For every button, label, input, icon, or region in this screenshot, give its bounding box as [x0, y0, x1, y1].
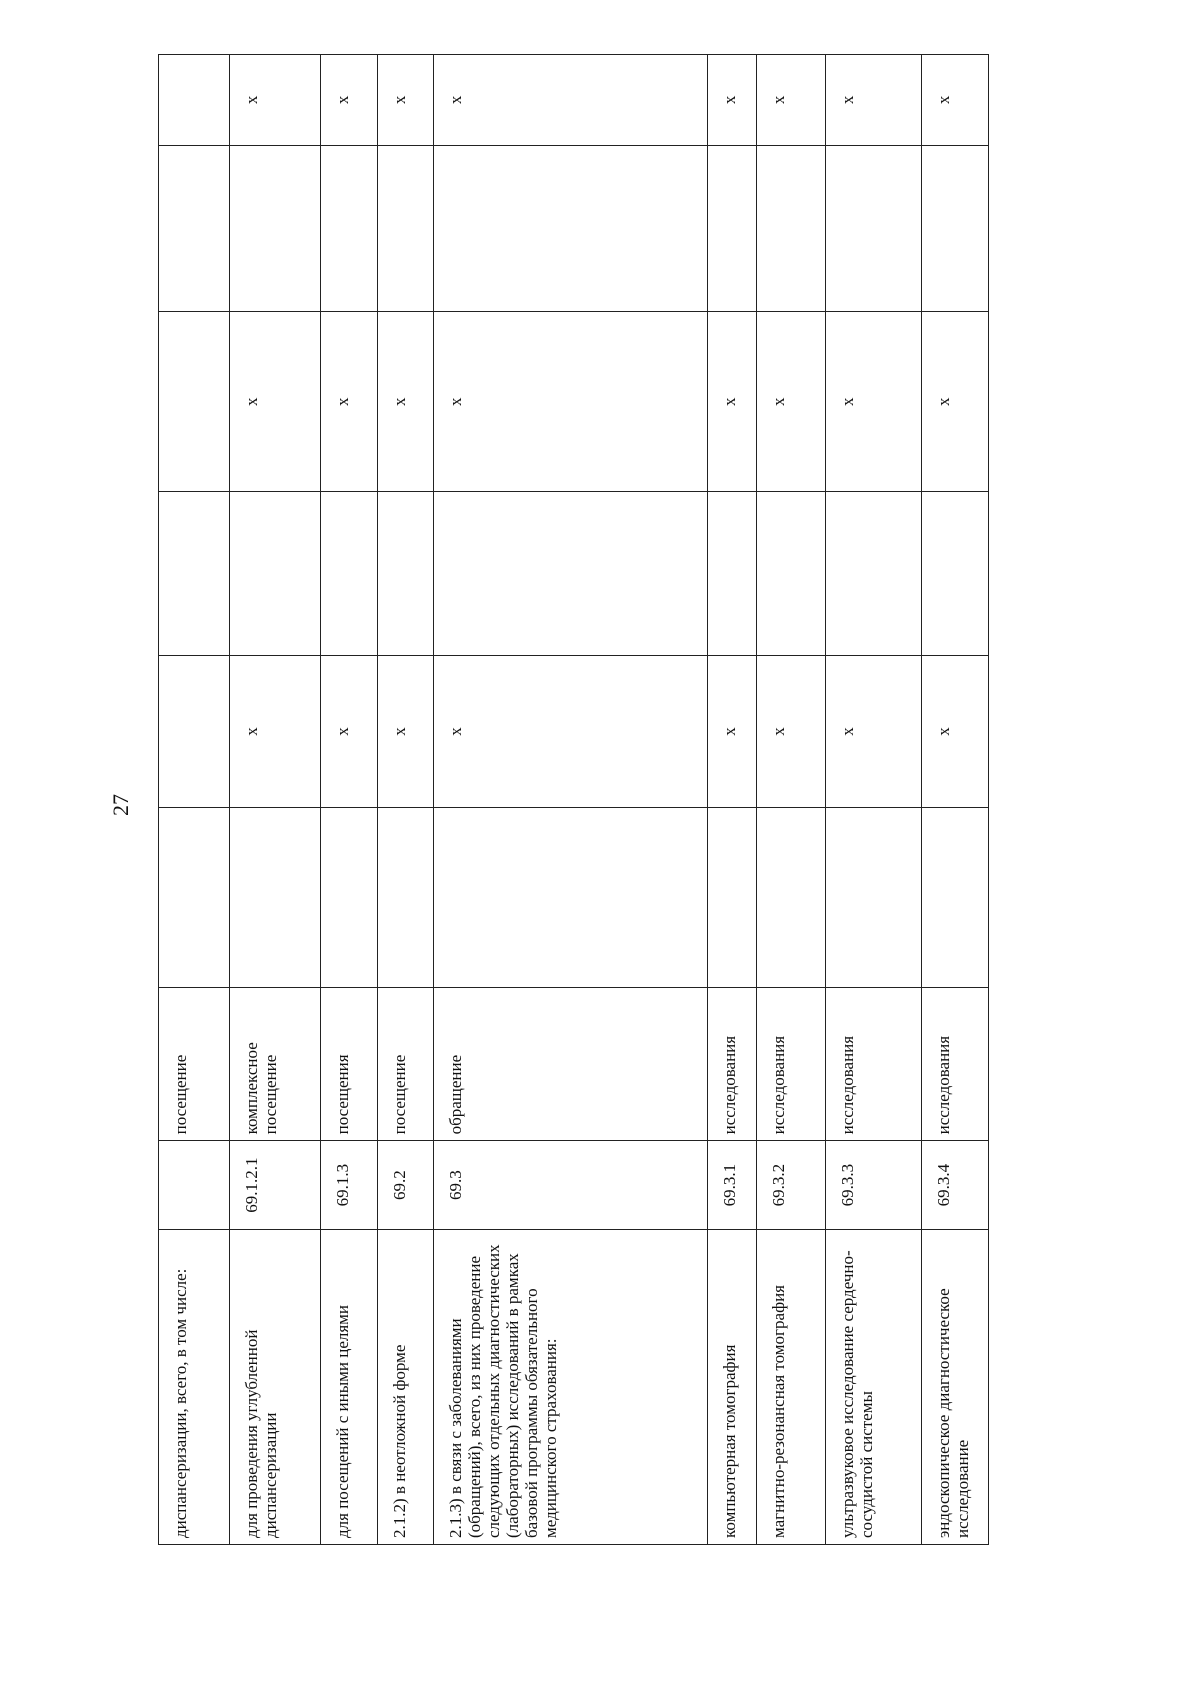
x-mark: x — [389, 727, 409, 736]
x-mark: x — [768, 727, 788, 736]
mark-cell — [377, 656, 434, 807]
mark-cell — [756, 55, 825, 146]
mark-cell — [321, 807, 378, 987]
mark-cell — [159, 55, 230, 146]
mark-cell — [708, 312, 756, 492]
x-mark: x — [333, 397, 353, 406]
x-mark: x — [242, 727, 262, 736]
mark-cell — [921, 656, 988, 807]
mark-cell — [756, 492, 825, 656]
row-code-cell: 69.3.4 — [921, 1141, 988, 1229]
rotated-table-container — [158, 55, 988, 1545]
row-unit-cell: посещение — [377, 987, 434, 1141]
mark-cell — [434, 312, 708, 492]
row-name-cell: 2.1.2) в неотложной форме — [377, 1229, 434, 1544]
mark-cell — [921, 145, 988, 311]
mark-cell — [230, 492, 321, 656]
mark-cell — [159, 656, 230, 807]
mark-cell — [434, 55, 708, 146]
mark-cell — [377, 312, 434, 492]
row-name-cell: диспансеризации, всего, в том числе: — [159, 1229, 230, 1544]
mark-cell — [825, 492, 921, 656]
mark-cell — [377, 145, 434, 311]
mark-cell — [708, 492, 756, 656]
mark-cell — [434, 145, 708, 311]
mark-cell — [708, 656, 756, 807]
mark-cell — [321, 145, 378, 311]
row-code-cell: 69.2 — [377, 1141, 434, 1229]
mark-cell — [230, 656, 321, 807]
mark-cell — [825, 656, 921, 807]
page-number: 27 — [108, 794, 133, 816]
x-mark: x — [389, 397, 409, 406]
mark-cell — [230, 145, 321, 311]
mark-cell — [825, 55, 921, 146]
row-unit-cell: обращение — [434, 987, 708, 1141]
table-row — [159, 55, 230, 1545]
x-mark: x — [242, 95, 262, 105]
row-name-cell: для посещений с иными целями — [321, 1229, 378, 1544]
mark-cell — [921, 312, 988, 492]
row-unit-cell: исследования — [921, 987, 988, 1141]
table-row — [434, 55, 708, 1545]
mark-cell — [825, 145, 921, 311]
x-mark: x — [933, 95, 953, 105]
x-mark: x — [837, 95, 857, 105]
mark-cell — [756, 145, 825, 311]
table-row — [825, 55, 921, 1545]
mark-cell — [377, 492, 434, 656]
row-code-cell: 69.1.3 — [321, 1141, 378, 1229]
x-mark: x — [933, 397, 953, 406]
mark-cell — [159, 492, 230, 656]
x-mark: x — [837, 727, 857, 736]
mark-cell — [756, 656, 825, 807]
row-code-cell: 69.3 — [434, 1141, 708, 1229]
table-row — [230, 55, 321, 1545]
mark-cell — [708, 807, 756, 987]
row-code-cell: 69.3.3 — [825, 1141, 921, 1229]
row-name-cell: эндоскопическое диагностическое исследование — [921, 1229, 988, 1544]
row-unit-cell: посещения — [321, 987, 378, 1141]
x-mark: x — [333, 727, 353, 736]
table-row — [708, 55, 756, 1545]
row-code-cell: 69.3.2 — [756, 1141, 825, 1229]
data-table — [158, 54, 989, 1545]
mark-cell — [159, 145, 230, 311]
row-code-cell — [159, 1141, 230, 1229]
x-mark: x — [768, 397, 788, 406]
mark-cell — [825, 312, 921, 492]
x-mark: x — [720, 95, 740, 105]
row-unit-cell: посещение — [159, 987, 230, 1141]
mark-cell — [321, 492, 378, 656]
x-mark: x — [446, 95, 466, 105]
mark-cell — [708, 55, 756, 146]
mark-cell — [921, 492, 988, 656]
x-mark: x — [242, 397, 262, 406]
row-name-cell: компьютерная томография — [708, 1229, 756, 1544]
mark-cell — [159, 807, 230, 987]
table-row — [321, 55, 378, 1545]
mark-cell — [434, 656, 708, 807]
mark-cell — [921, 807, 988, 987]
row-code-cell: 69.1.2.1 — [230, 1141, 321, 1229]
mark-cell — [377, 807, 434, 987]
mark-cell — [159, 312, 230, 492]
table-row — [756, 55, 825, 1545]
table-row — [377, 55, 434, 1545]
mark-cell — [321, 55, 378, 146]
x-mark: x — [446, 727, 466, 736]
mark-cell — [321, 656, 378, 807]
row-unit-cell: исследования — [708, 987, 756, 1141]
table-row — [921, 55, 988, 1545]
row-name-cell: 2.1.3) в связи с заболеваниями (обращений), всего, из них проведение следующих отдельных диагностических (лабораторных) исследований в рамках базовой программы обязательного медицинского страхования: — [434, 1229, 708, 1544]
x-mark: x — [389, 95, 409, 105]
x-mark: x — [720, 727, 740, 736]
mark-cell — [756, 312, 825, 492]
mark-cell — [434, 492, 708, 656]
row-name-cell: ультразвуковое исследование сердечно-сосудистой системы — [825, 1229, 921, 1544]
mark-cell — [230, 807, 321, 987]
mark-cell — [377, 55, 434, 146]
row-unit-cell: исследования — [756, 987, 825, 1141]
x-mark: x — [837, 397, 857, 406]
row-unit-cell: исследования — [825, 987, 921, 1141]
x-mark: x — [333, 95, 353, 105]
row-name-cell: для проведения углубленной диспансеризации — [230, 1229, 321, 1544]
row-name-cell: магнитно-резонансная томография — [756, 1229, 825, 1544]
mark-cell — [825, 807, 921, 987]
mark-cell — [708, 145, 756, 311]
mark-cell — [230, 312, 321, 492]
mark-cell — [434, 807, 708, 987]
x-mark: x — [933, 727, 953, 736]
mark-cell — [230, 55, 321, 146]
x-mark: x — [720, 397, 740, 406]
x-mark: x — [768, 95, 788, 105]
mark-cell — [321, 312, 378, 492]
mark-cell — [756, 807, 825, 987]
mark-cell — [921, 55, 988, 146]
row-unit-cell: комплексное посещение — [230, 987, 321, 1141]
x-mark: x — [446, 397, 466, 406]
row-code-cell: 69.3.1 — [708, 1141, 756, 1229]
